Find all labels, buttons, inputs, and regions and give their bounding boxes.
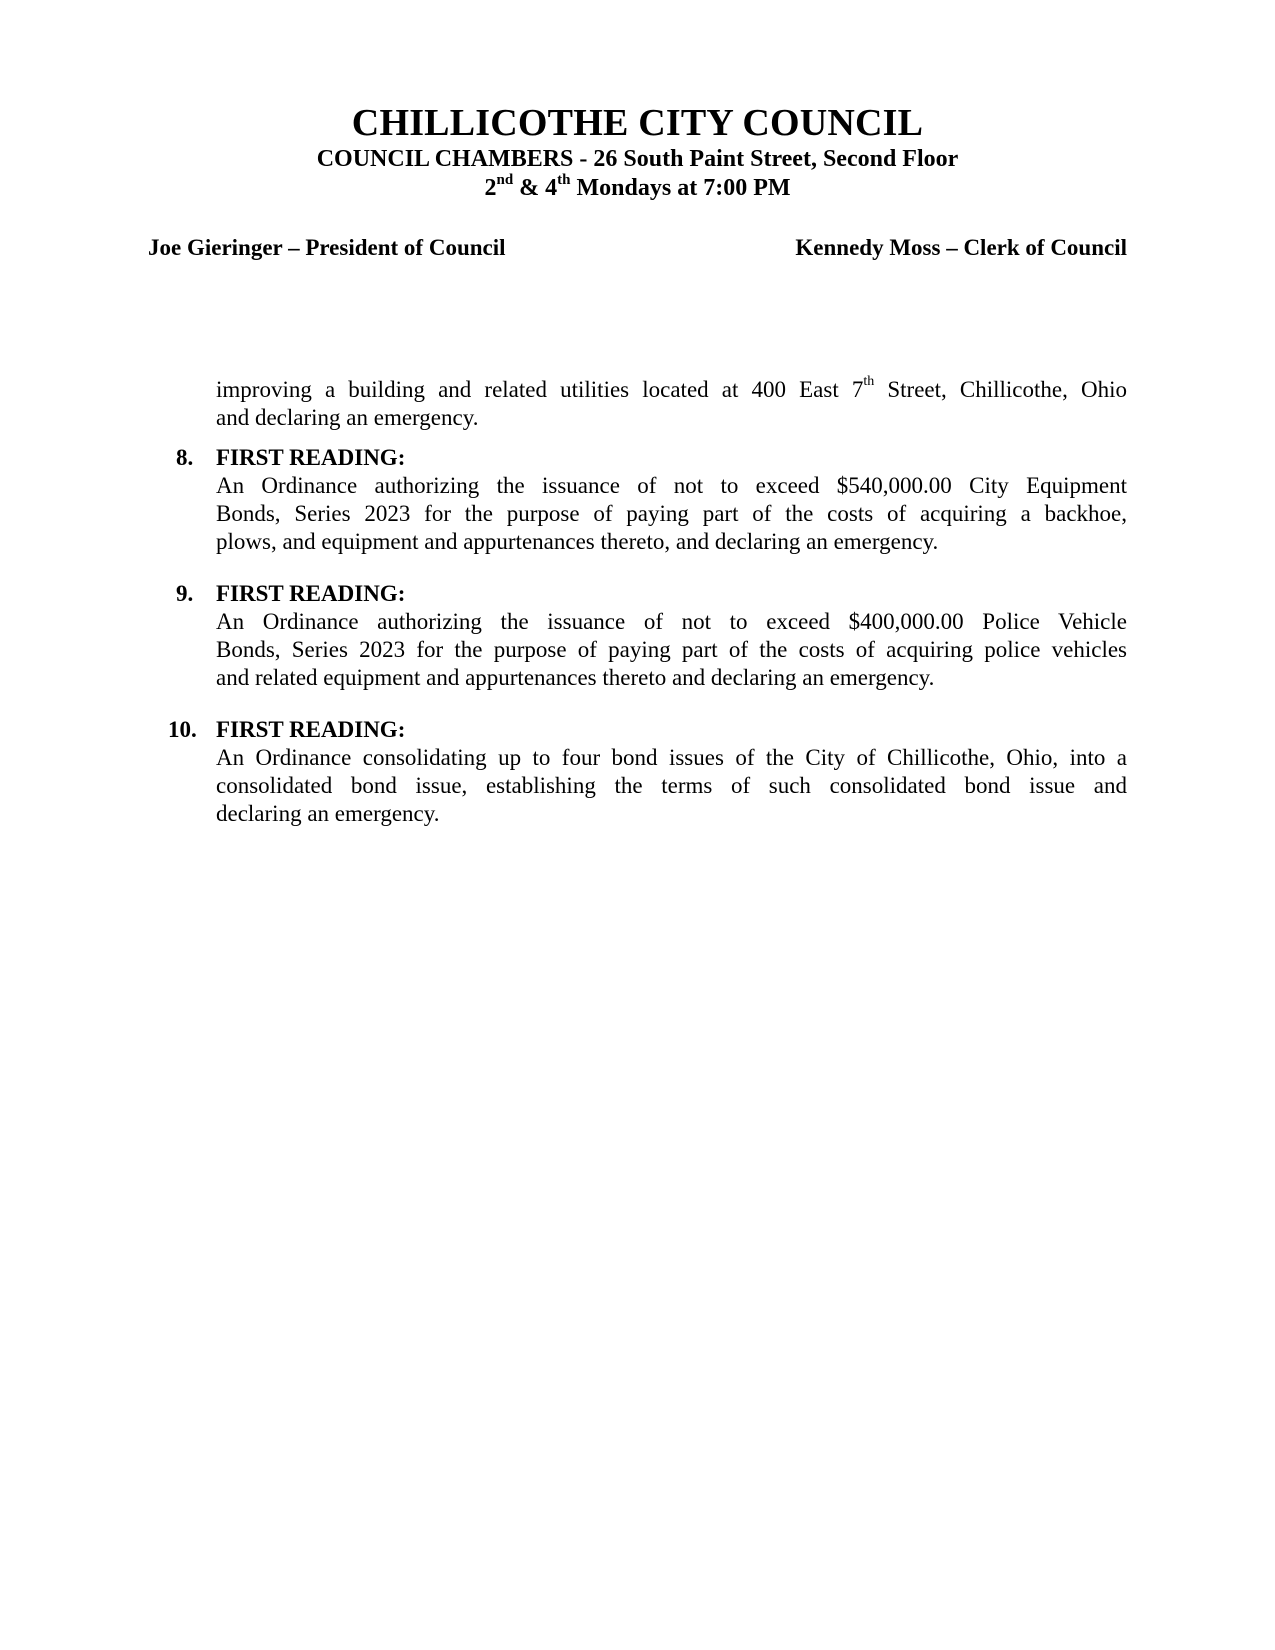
agenda-item-10: [168, 716, 1127, 828]
schedule-second-number: 4: [545, 175, 558, 201]
chambers-address: COUNCIL CHAMBERS - 26 South Paint Street, Second Floor: [316, 146, 959, 172]
president-of-council: Joe Gieringer – President of Council: [148, 235, 506, 260]
continued-line-1-suffix: th: [863, 374, 875, 390]
agenda-item-8: [176, 444, 1127, 556]
agenda-item-line: and related equipment and appurtenances thereto and declaring an emergency.: [216, 665, 935, 690]
agenda-item-heading: FIRST READING:: [216, 581, 406, 606]
agenda-item-line: declaring an emergency.: [216, 801, 440, 826]
agenda-item-number: 8.: [176, 445, 194, 470]
officers-line: [148, 234, 1127, 264]
schedule-time: Mondays at 7:00 PM: [570, 175, 791, 201]
agenda-item-body: [216, 472, 1127, 556]
agenda-item-line: Bonds, Series 2023 for the purpose of paying part of the costs of acquiring police vehicles: [216, 637, 1127, 662]
schedule-first-number: 2: [484, 175, 497, 201]
agenda-item-line: An Ordinance authorizing the issuance of not to exceed $540,000.00 City Equipment: [216, 473, 1127, 498]
agenda-item-heading: FIRST READING:: [216, 445, 406, 470]
agenda-item-heading: FIRST READING:: [216, 717, 406, 742]
continued-line-1: [216, 376, 1127, 404]
continued-line-1-tail: Street, Chillicothe, Ohio: [874, 377, 1127, 402]
schedule-ampersand: &: [513, 175, 546, 201]
agenda-content: [168, 374, 1127, 826]
clerk-of-council: Kennedy Moss – Clerk of Council: [795, 235, 1127, 260]
continued-line-1-text: improving a building and related utilities located at 400 East 7: [216, 377, 864, 402]
schedule-first-suffix: nd: [496, 172, 514, 188]
agenda-item-line: plows, and equipment and appurtenances thereto, and declaring an emergency.: [216, 529, 939, 554]
agenda-item-9: [176, 580, 1127, 692]
agenda-item-number: 9.: [176, 581, 194, 606]
continued-paragraph: [216, 376, 1127, 432]
agenda-item-number: 10.: [168, 717, 197, 742]
continued-line-2: and declaring an emergency.: [216, 405, 479, 430]
agenda-item-line: Bonds, Series 2023 for the purpose of paying part of the costs of acquiring a backhoe,: [216, 501, 1127, 526]
agenda-item-body: [216, 744, 1127, 828]
agenda-item-line: An Ordinance authorizing the issuance of not to exceed $400,000.00 Police Vehicle: [216, 609, 1127, 634]
meeting-schedule: [0, 173, 1275, 203]
agenda-item-line: An Ordinance consolidating up to four bond issues of the City of Chillicothe, Ohio, into a: [216, 745, 1127, 770]
agenda-item-body: [216, 608, 1127, 692]
schedule-second-suffix: th: [557, 172, 571, 188]
council-title: CHILLICOTHE CITY COUNCIL: [351, 102, 924, 144]
agenda-item-line: consolidated bond issue, establishing the terms of such consolidated bond issue and: [216, 773, 1127, 798]
